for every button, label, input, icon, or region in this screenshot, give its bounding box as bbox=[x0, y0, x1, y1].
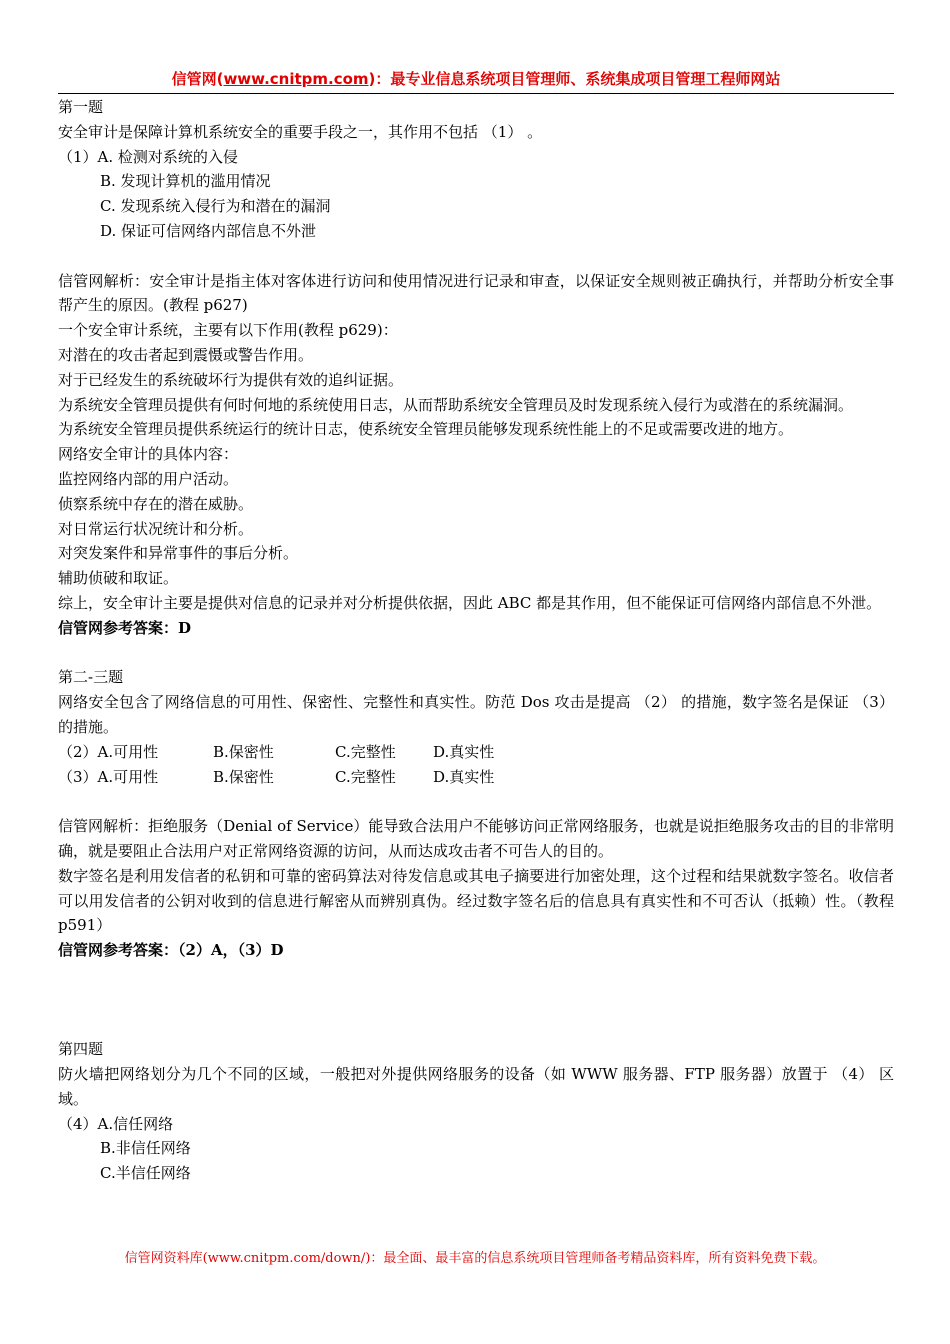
option: D.真实性 bbox=[433, 742, 495, 761]
q1-analysis-paragraph: 辅助侦破和取证。 bbox=[58, 569, 179, 588]
spacer bbox=[58, 988, 894, 1013]
q23-title: 第二-三题 bbox=[58, 668, 124, 687]
q1-analysis-paragraph: 一个安全审计系统，主要有以下作用(教程 p629)： bbox=[58, 321, 398, 340]
spacer bbox=[58, 1012, 894, 1037]
q1-option-a: （1）A. 检测对系统的入侵 bbox=[58, 147, 238, 166]
q1-analysis-paragraph: 监控网络内部的用户活动。 bbox=[58, 469, 239, 488]
q1-analysis-paragraph: 网络安全审计的具体内容： bbox=[58, 445, 239, 464]
q1-analysis-paragraph: 为系统安全管理员提供系统运行的统计日志，使系统安全管理员能够发现系统性能上的不足或需要改进的地方。 bbox=[58, 420, 794, 439]
page-footer: 信管网资料库(www.cnitpm.com/down/)：最全面、最丰富的信息系统项目管理师备考精品资料库，所有资料免费下载。 bbox=[124, 1251, 826, 1266]
spacer bbox=[58, 789, 894, 814]
q1-analysis-paragraph: 对突发案件和异常事件的事后分析。 bbox=[58, 544, 299, 563]
page-header bbox=[58, 68, 894, 89]
q1-analysis-paragraph: 对日常运行状况统计和分析。 bbox=[58, 519, 254, 538]
q4-title: 第四题 bbox=[58, 1040, 104, 1059]
q23-analysis-paragraph: 数字签名是利用发信者的私钥和可靠的密码算法对待发信息或其电子摘要进行加密处理，这个过程和结果就数字签名。收信者可以用发信者的公钥对收到的信息进行解密从而辨别真伪。经过数字签名后的信息具有真实性和不可否认（抵赖）性。（教程 p591） bbox=[58, 866, 894, 935]
q3-options-row bbox=[58, 765, 894, 790]
q1-analysis-paragraph: 对于已经发生的系统破坏行为提供有效的追纠证据。 bbox=[58, 370, 404, 389]
q4-option-c: C.半信任网络 bbox=[100, 1164, 191, 1183]
document-body bbox=[58, 95, 894, 1186]
option: B.保密性 bbox=[213, 742, 274, 761]
q1-option-b: B. 发现计算机的滥用情况 bbox=[100, 172, 271, 191]
q23-stem: 网络安全包含了网络信息的可用性、保密性、完整性和真实性。防范 Dos 攻击是提高 （2） 的措施，数字签名是保证 （3） 的措施。 bbox=[58, 693, 894, 736]
spacer bbox=[58, 963, 894, 988]
q1-stem: 安全审计是保障计算机系统安全的重要手段之一，其作用不包括 （1） 。 bbox=[58, 122, 543, 141]
q1-title: 第一题 bbox=[58, 98, 104, 116]
header-suffix: )：最专业信息系统项目管理师、系统集成项目管理工程师网站 bbox=[368, 70, 781, 88]
q23-answer: 信管网参考答案：（2）A，（3）D bbox=[58, 941, 284, 960]
q4-option-a: （4）A.信任网络 bbox=[58, 1114, 174, 1133]
q1-option-d: D. 保证可信网络内部信息不外泄 bbox=[100, 221, 317, 240]
q4-option-b: B.非信任网络 bbox=[100, 1139, 191, 1158]
q1-analysis-paragraph: 信管网解析：安全审计是指主体对客体进行访问和使用情况进行记录和审查，以保证安全规则被正确执行，并帮助分析安全事帮产生的原因。(教程 p627) bbox=[58, 271, 894, 315]
q4-stem: 防火墙把网络划分为几个不同的区域，一般把对外提供网络服务的设备（如 WWW 服务器、FTP 服务器）放置于 （4） 区域。 bbox=[58, 1065, 894, 1108]
q1-analysis-paragraph: 对潜在的攻击者起到震慑或警告作用。 bbox=[58, 345, 314, 364]
option: C.完整性 bbox=[335, 767, 396, 786]
spacer bbox=[58, 641, 894, 666]
q1-answer: 信管网参考答案：D bbox=[58, 618, 192, 637]
q1-option-c: C. 发现系统入侵行为和潜在的漏洞 bbox=[100, 197, 331, 216]
q23-analysis-paragraph: 信管网解析：拒绝服务（Denial of Service）能导致合法用户不能够访问正常网络服务，也就是说拒绝服务攻击的目的非常明确，就是要阻止合法用户对正常网络资源的访问，从而达成攻击者不可告人的目的。 bbox=[58, 817, 894, 860]
option: （3）A.可用性 bbox=[58, 767, 159, 786]
option: D.真实性 bbox=[433, 767, 495, 786]
option: B.保密性 bbox=[213, 767, 274, 786]
q2-options-row bbox=[58, 740, 894, 765]
header-url-link[interactable]: www.cnitpm.com bbox=[223, 70, 369, 88]
option: C.完整性 bbox=[335, 742, 396, 761]
q1-analysis-paragraph: 综上，安全审计主要是提供对信息的记录并对分析提供依据，因此 ABC 都是其作用，但不能保证可信网络内部信息不外泄。 bbox=[58, 593, 882, 612]
q1-analysis-paragraph: 为系统安全管理员提供有何时何地的系统使用日志，从而帮助系统安全管理员及时发现系统入侵行为或潜在的系统漏洞。 bbox=[58, 395, 854, 414]
header-prefix: 信管网( bbox=[171, 70, 224, 88]
option: （2）A.可用性 bbox=[58, 742, 159, 761]
q1-analysis-paragraph: 侦察系统中存在的潜在威胁。 bbox=[58, 494, 254, 513]
header-divider bbox=[58, 93, 894, 94]
spacer bbox=[58, 244, 894, 269]
